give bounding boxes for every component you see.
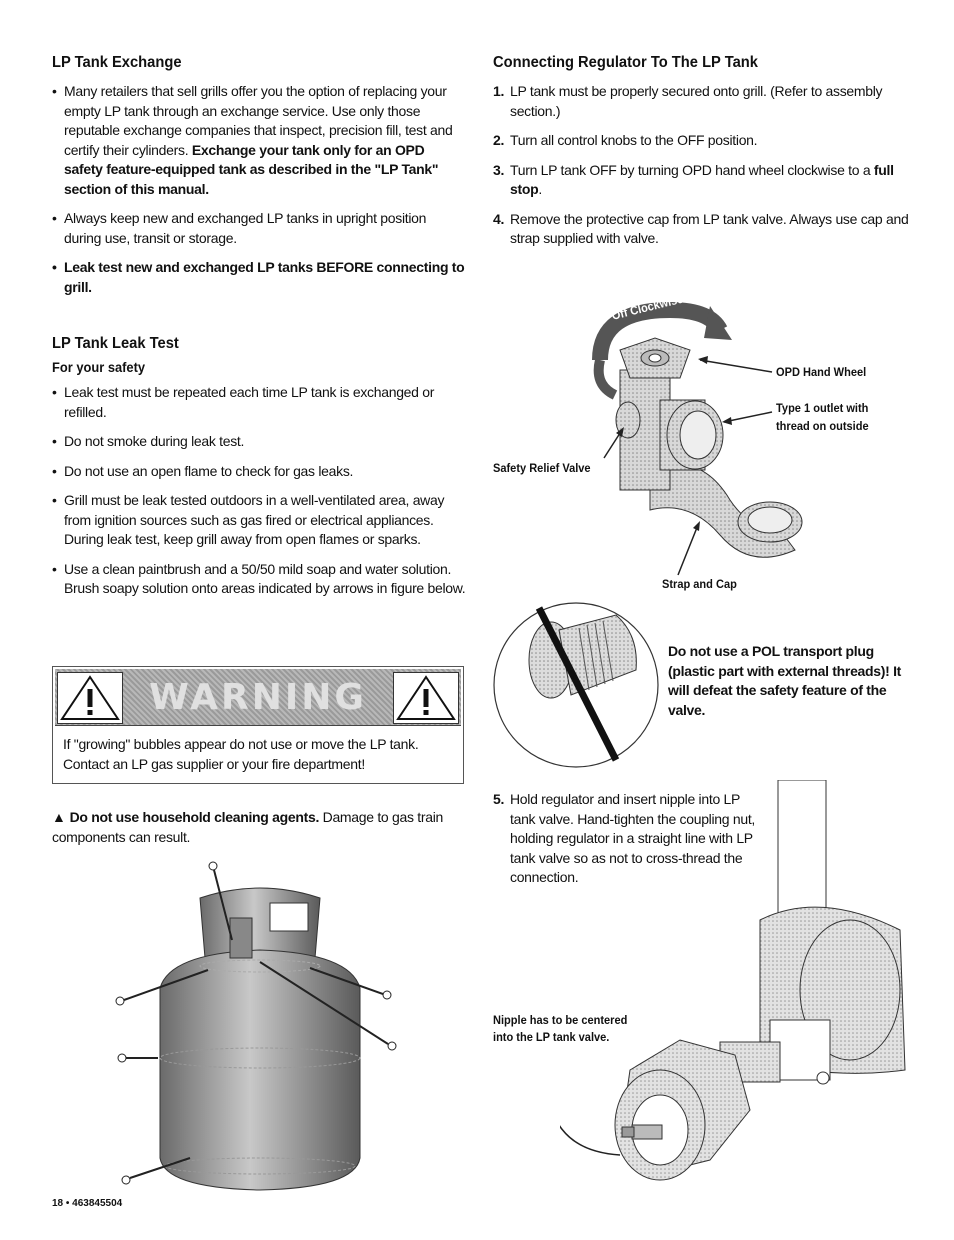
type1-outlet-label-line1: Type 1 outlet with — [776, 401, 869, 415]
step-2: 2. Turn all control knobs to the OFF position. — [493, 132, 758, 148]
nipple-centered-label-line2: into the LP tank valve. — [493, 1030, 610, 1044]
leak-test-heading: LP Tank Leak Test — [52, 335, 179, 352]
for-your-safety-subheading: For your safety — [52, 359, 146, 375]
step-1: 1. LP tank must be properly secured onto grill. (Refer to assembly section.) — [493, 83, 883, 119]
leak-bullet-4: • Grill must be leak tested outdoors in a well-ventilated area, away from ignition sources such as gas fired or electrical appliances. During leak test, keep grill away from open flames or sparks. — [52, 491, 466, 550]
regulator-illustration — [560, 780, 920, 1200]
exchange-bullets — [52, 82, 466, 297]
caution-triangle-icon: ▲ — [52, 809, 66, 825]
leak-bullets — [52, 383, 466, 599]
warning-word: WARNING — [149, 677, 367, 718]
left-column — [52, 54, 466, 609]
pol-plug-prohibited-illustration — [491, 600, 661, 770]
leak-bullet-3: • Do not use an open flame to check for gas leaks. — [52, 462, 466, 482]
exchange-bullet-3: • Leak test new and exchanged LP tanks BEFORE connecting to grill. — [52, 258, 466, 297]
warning-text: If "growing" bubbles appear do not use or move the LP tank. Contact an LP gas supplier or your fire department! — [63, 736, 419, 772]
step-3: 3. Turn LP tank OFF by turning OPD hand wheel clockwise to a full stop. — [493, 161, 894, 197]
leak-bullet-1: • Leak test must be repeated each time LP tank is exchanged or refilled. — [52, 383, 466, 422]
warning-triangle-icon — [393, 672, 459, 724]
page-footer: 18 • 463845504 — [52, 1198, 123, 1209]
opd-valve-illustration — [580, 300, 840, 590]
exchange-bullet-1: • Many retailers that sell grills offer you the option of replacing your empty LP tank through an exchange service. Use only those reputable exchange companies that inspect, precision fill, test and certify their cylinders. Exchange your tank only for an OPD safety feature-equipped tank as described in the "LP Tank" section of this manual. — [52, 82, 466, 199]
connecting-regulator-heading: Connecting Regulator To The LP Tank — [493, 54, 758, 71]
regulator-steps — [493, 82, 913, 249]
warning-banner — [55, 669, 461, 726]
warning-box — [52, 666, 464, 784]
pol-plug-warning-text: Do not use a POL transport plug (plastic part with external threads)! It will defeat the safety feature of the valve. — [668, 643, 902, 718]
strap-and-cap-label: Strap and Cap — [662, 577, 737, 591]
step-5-item: 5. Hold regulator and insert nipple into LP tank valve. Hand-tighten the coupling nut, holding regulator in a straight line with LP tank valve so as not to cross-thread the connection. — [493, 791, 756, 885]
caution-note: ▲ Do not use household cleaning agents. Damage to gas train components can result. — [52, 809, 444, 845]
opd-hand-wheel-label: OPD Hand Wheel — [776, 365, 867, 379]
exchange-bullet-2: • Always keep new and exchanged LP tanks in upright position during use, transit or storage. — [52, 209, 466, 248]
leak-bullet-5: • Use a clean paintbrush and a 50/50 mild soap and water solution. Brush soapy solution onto areas indicated by arrows in figure below. — [52, 560, 466, 599]
off-clockwise-label: Off Clockwise — [610, 291, 685, 323]
right-column — [493, 54, 913, 259]
type1-outlet-label-line2: thread on outside — [776, 419, 869, 433]
step-4: 4. Remove the protective cap from LP tank valve. Always use cap and strap supplied with valve. — [493, 210, 909, 246]
lp-tank-illustration — [110, 858, 410, 1198]
lp-tank-exchange-heading: LP Tank Exchange — [52, 54, 182, 71]
safety-relief-valve-label: Safety Relief Valve — [493, 461, 591, 475]
nipple-centered-label-line1: Nipple has to be centered — [493, 1013, 628, 1027]
leak-bullet-2: • Do not smoke during leak test. — [52, 432, 466, 452]
